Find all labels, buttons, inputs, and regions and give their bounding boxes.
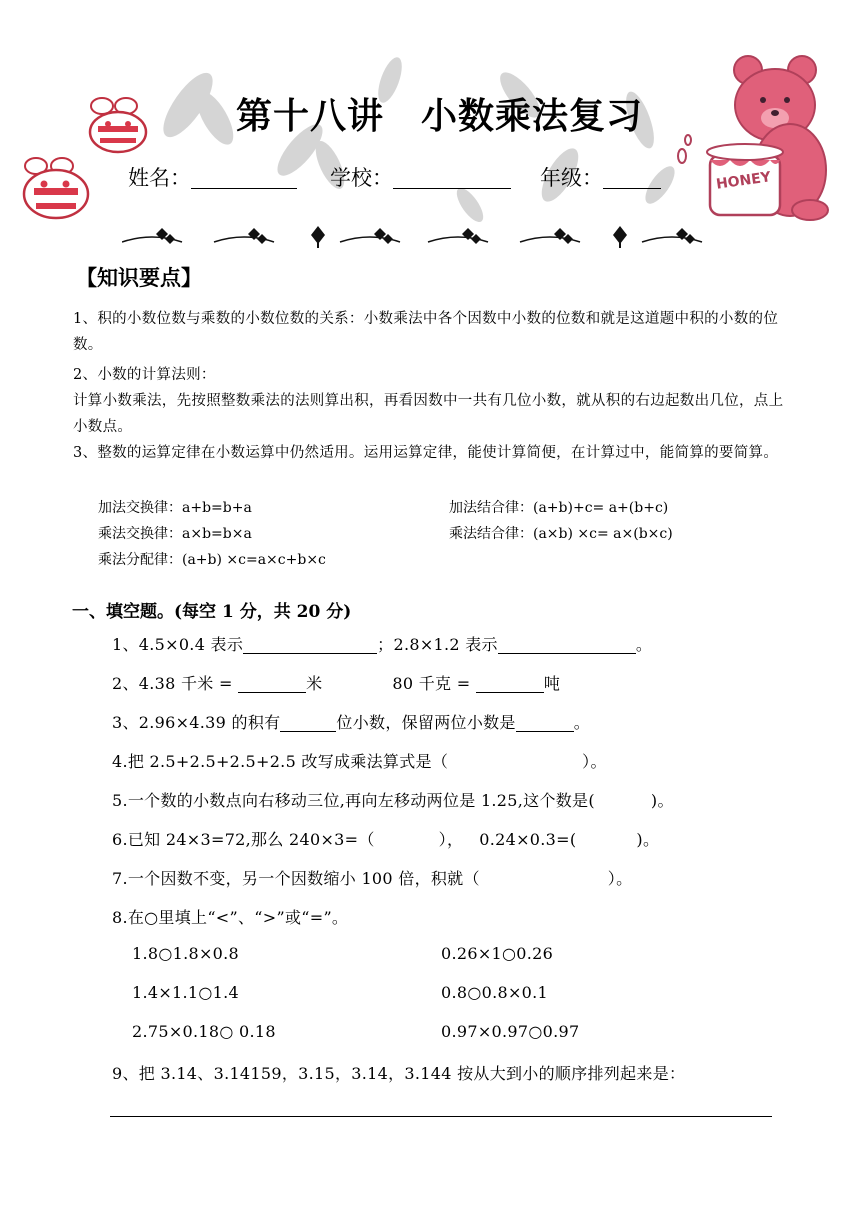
name-field[interactable]	[128, 162, 297, 192]
leaf-sprig-icon	[311, 226, 325, 248]
school-label: 学校：	[330, 166, 393, 190]
name-label: 姓名：	[128, 166, 191, 190]
answer-blank[interactable]	[476, 675, 544, 693]
question-5: 5.一个数的小数点向右移动三位,再向左移动两位是 1.25,这个数是( )。	[112, 791, 674, 810]
compare-item[interactable]: 1.4×1.1○1.4	[132, 983, 240, 1002]
vine-icon	[122, 228, 182, 244]
bee-icon	[90, 98, 146, 152]
compare-item[interactable]: 0.97×0.97○0.97	[441, 1022, 580, 1041]
law-mul-commutative: 乘法交换律：a×b=b×a	[98, 526, 252, 542]
compare-item[interactable]: 0.8○0.8×0.1	[441, 983, 549, 1002]
compare-item[interactable]: 1.8○1.8×0.8	[132, 944, 240, 963]
vine-icon	[642, 228, 702, 244]
jar-label: HONEY	[715, 169, 772, 193]
page-title: 第十八讲 小数乘法复习	[236, 96, 644, 137]
school-field[interactable]	[330, 162, 511, 192]
name-blank[interactable]	[191, 168, 297, 189]
answer-line[interactable]	[110, 1116, 772, 1117]
answer-blank[interactable]	[280, 714, 336, 732]
vine-icon	[520, 228, 580, 244]
grade-field[interactable]	[540, 162, 661, 192]
leaf-pattern	[155, 54, 680, 226]
vine-divider	[122, 224, 734, 250]
question-2: 2、4.38 千米 = 米 80 千克 = 吨	[112, 674, 561, 693]
vine-icon	[340, 228, 400, 244]
question-7: 7.一个因数不变，另一个因数缩小 100 倍，积就（ ）。	[112, 869, 633, 888]
compare-item[interactable]: 2.75×0.18○ 0.18	[132, 1022, 276, 1041]
knowledge-heading: 【知识要点】	[76, 266, 202, 290]
law-mul-associative: 乘法结合律：(a×b) ×c= a×(b×c)	[449, 526, 673, 542]
vine-icon	[214, 228, 274, 244]
honey-bear-icon	[678, 56, 828, 220]
grade-label: 年级：	[540, 166, 603, 190]
answer-blank[interactable]	[243, 636, 377, 654]
school-blank[interactable]	[393, 168, 511, 189]
knowledge-point-2-title: 2、小数的计算法则：	[73, 367, 216, 383]
answer-blank[interactable]	[498, 636, 636, 654]
answer-blank[interactable]	[516, 714, 574, 732]
knowledge-point-3: 3、整数的运算定律在小数运算中仍然适用。运用运算定律，能使计算简便，在计算过中，能简算的要简算。	[73, 445, 779, 461]
question-6: 6.已知 24×3=72,那么 240×3=（ ）， 0.24×0.3=( )。	[112, 830, 660, 849]
leaf-sprig-icon	[613, 226, 627, 248]
question-8: 8.在○里填上“<”、“>”或“=”。	[112, 908, 349, 927]
grade-blank[interactable]	[603, 168, 661, 189]
vine-icon	[428, 228, 488, 244]
knowledge-point-1: 1、积的小数位数与乘数的小数位数的关系：小数乘法中各个因数中小数的位数和就是这道题中积的小数的位数。	[73, 311, 779, 353]
question-3: 3、2.96×4.39 的积有 位小数，保留两位小数是 。	[112, 713, 591, 732]
question-1: 1、4.5×0.4 表示 ；2.8×1.2 表示 。	[112, 635, 653, 654]
law-add-commutative: 加法交换律：a+b=b+a	[98, 500, 252, 516]
section-1-heading: 一、填空题。(每空 1 分，共 20 分)	[72, 602, 352, 622]
bee-icon	[24, 158, 88, 218]
compare-item[interactable]: 0.26×1○0.26	[441, 944, 554, 963]
law-mul-distributive: 乘法分配律：(a+b) ×c=a×c+b×c	[98, 552, 326, 568]
question-4: 4.把 2.5+2.5+2.5+2.5 改写成乘法算式是（ ）。	[112, 752, 607, 771]
knowledge-point-2-body: 计算小数乘法，先按照整数乘法的法则算出积，再看因数中一共有几位小数，就从积的右边起数出几位，点上小数点。	[73, 393, 784, 435]
answer-blank[interactable]	[238, 675, 306, 693]
question-9: 9、把 3.14、3.14159，3.15，3.14，3.144 按从大到小的顺序排列起来是：	[112, 1064, 686, 1083]
law-add-associative: 加法结合律：(a+b)+c= a+(b+c)	[449, 500, 669, 516]
